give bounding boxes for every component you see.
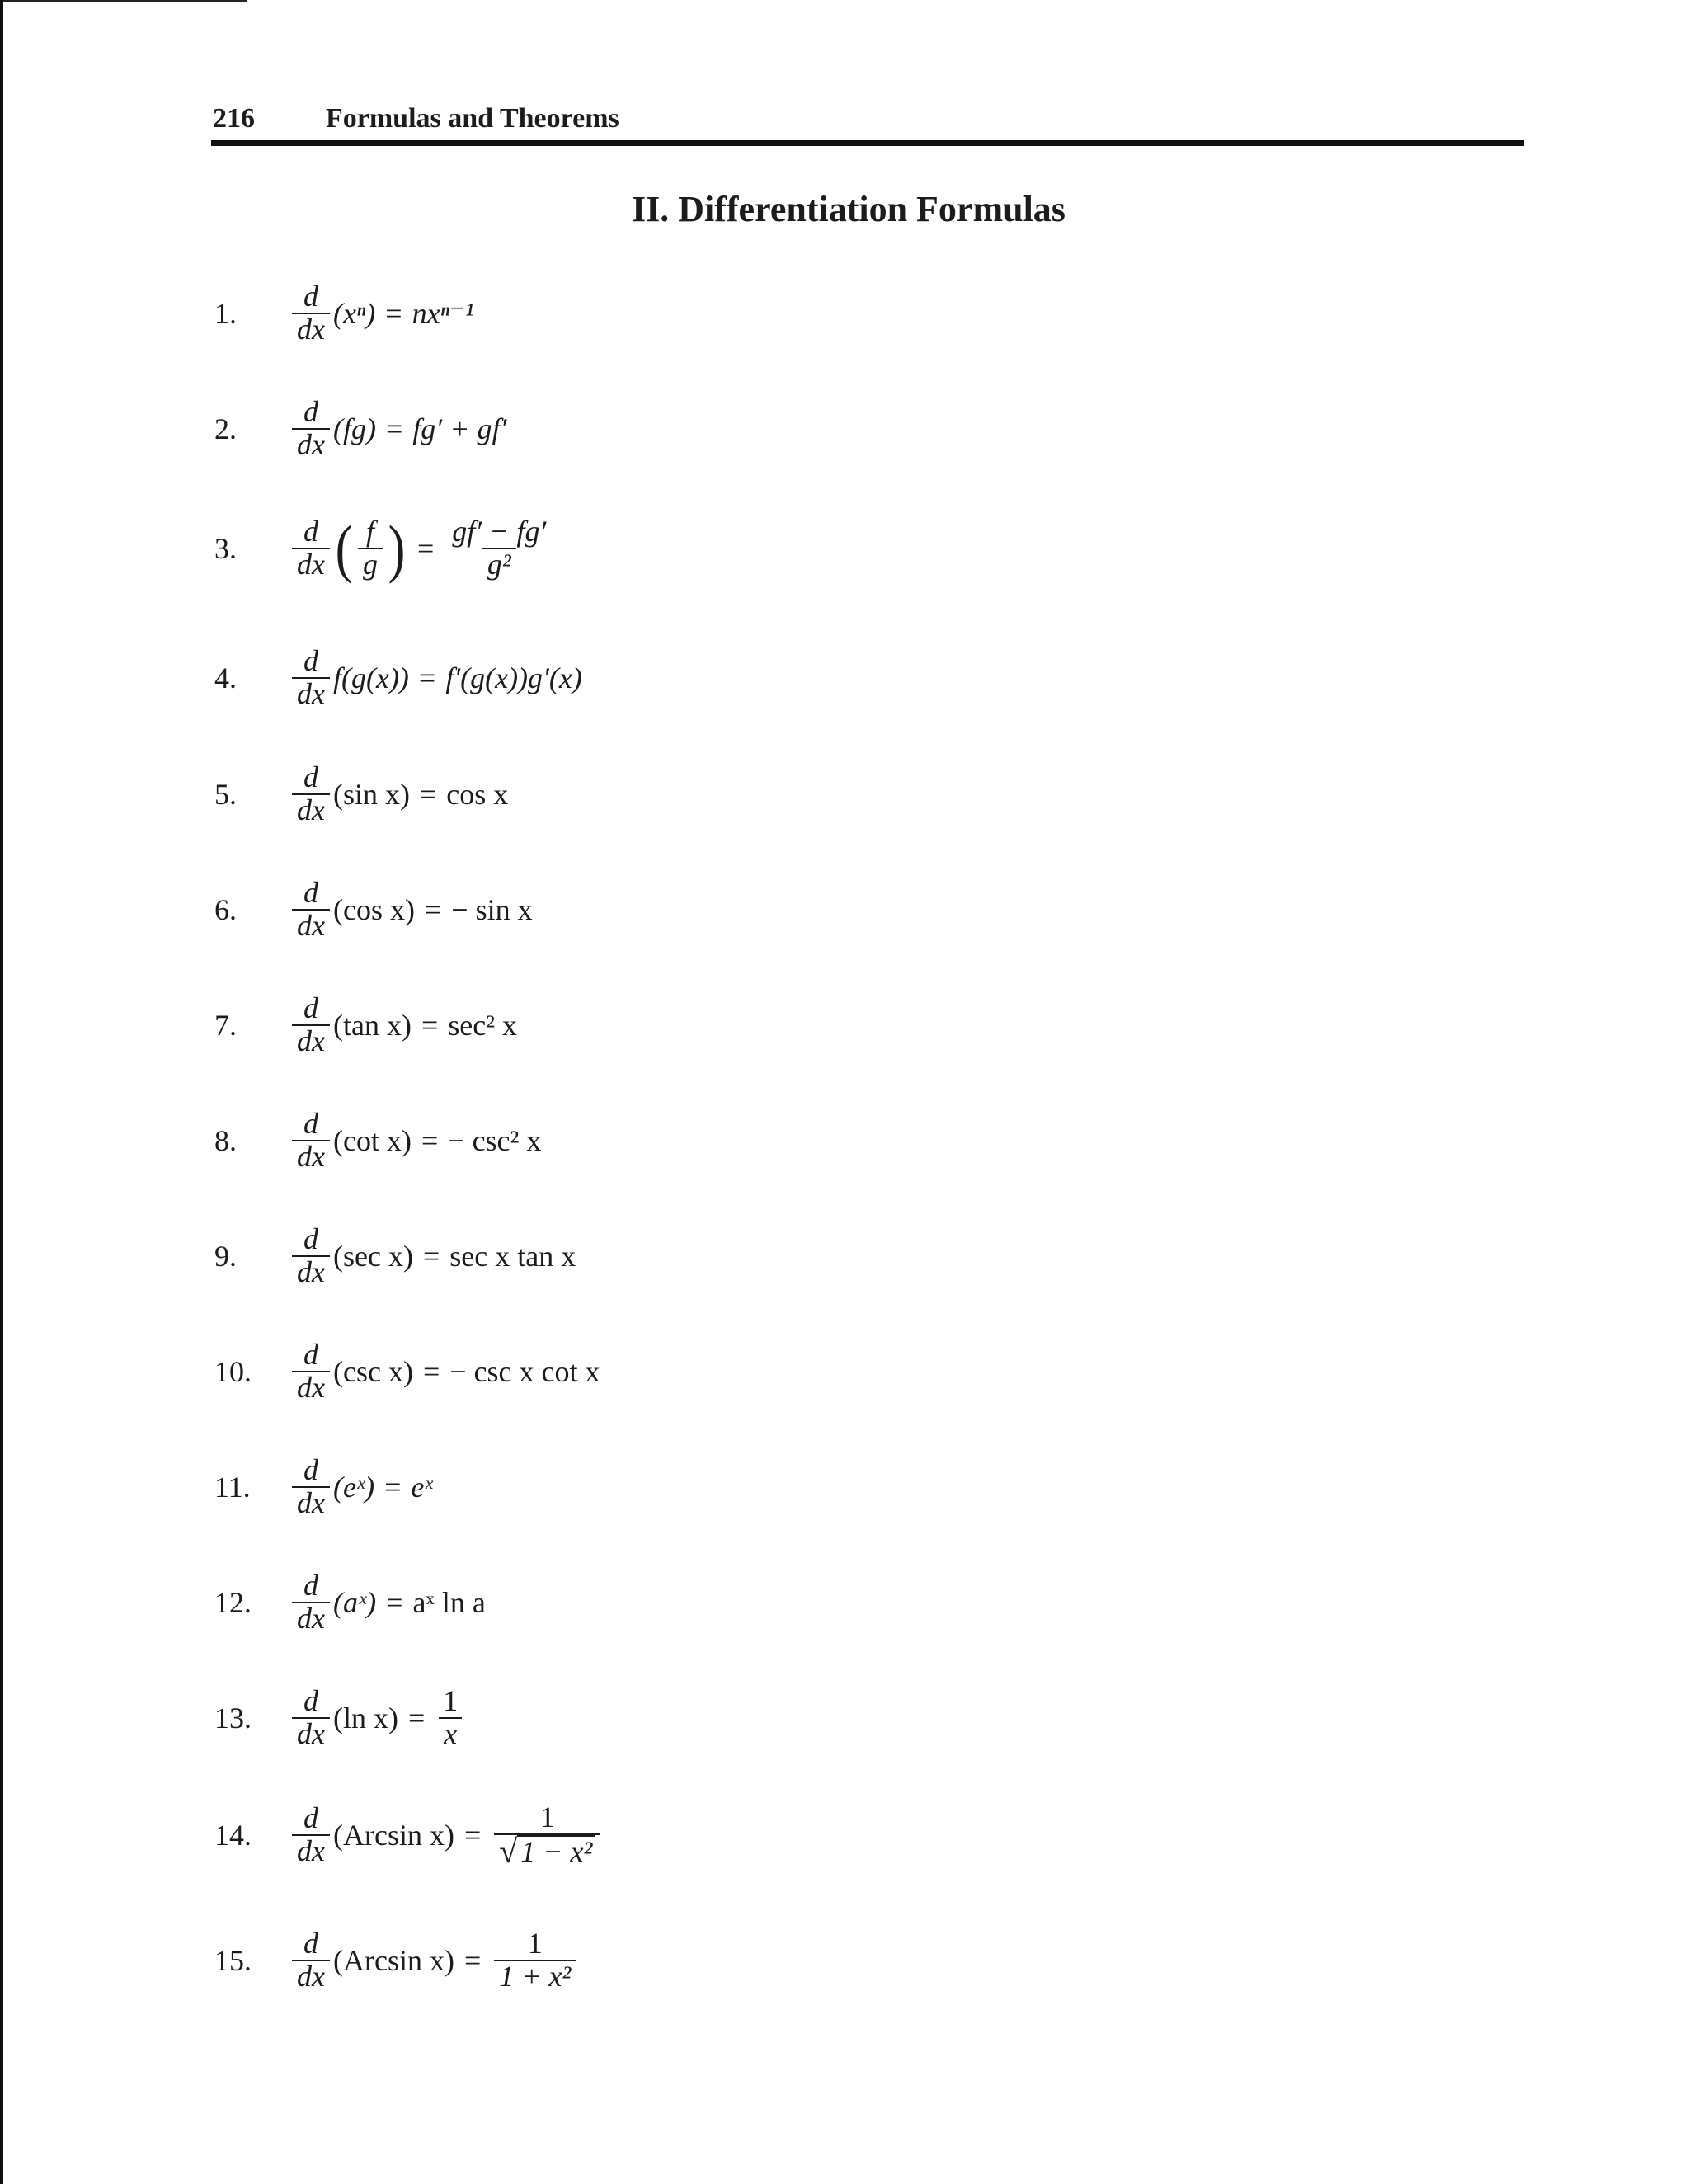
formula-number: 13. xyxy=(214,1702,252,1734)
derivative-denominator: dx xyxy=(292,1486,330,1519)
formula-argument: (Arcsin x) xyxy=(332,1819,454,1852)
derivative-operator xyxy=(292,993,330,1057)
derivative-denominator: dx xyxy=(292,1834,330,1867)
radicand: 1 − x² xyxy=(517,1835,595,1868)
formula-number: 6. xyxy=(214,893,237,926)
right-paren: ) xyxy=(388,512,406,584)
formula-result: − csc² x xyxy=(448,1124,542,1157)
derivative-operator xyxy=(292,1803,330,1867)
formula-number: 12. xyxy=(214,1586,252,1619)
derivative-operator xyxy=(292,516,330,581)
formula-item xyxy=(214,1433,433,1541)
formula-expression xyxy=(289,1108,541,1173)
formula-expression xyxy=(289,993,517,1057)
derivative-denominator: dx xyxy=(292,1602,330,1635)
quotient-fraction xyxy=(358,516,383,581)
equals-sign: = xyxy=(422,1240,440,1273)
formula-expression xyxy=(289,1570,486,1635)
derivative-numerator: d xyxy=(303,1107,318,1141)
formula-argument: (sec x) xyxy=(332,1240,413,1273)
formula-number: 1. xyxy=(214,297,237,330)
scan-edge-top xyxy=(0,0,247,2)
formula-expression xyxy=(289,397,506,461)
derivative-numerator: d xyxy=(303,515,318,548)
equals-sign: = xyxy=(385,412,403,445)
scan-edge-left xyxy=(0,0,3,2184)
derivative-numerator: d xyxy=(303,1927,318,1960)
formula-item xyxy=(214,375,506,482)
derivative-numerator: d xyxy=(303,1684,318,1718)
formula-expression xyxy=(289,762,508,826)
formula-expression xyxy=(289,1339,600,1404)
result-fraction xyxy=(494,1802,600,1869)
derivative-numerator: d xyxy=(303,644,318,678)
formula-number: 9. xyxy=(214,1240,237,1273)
formula-number: 5. xyxy=(214,778,237,811)
derivative-numerator: d xyxy=(303,395,318,429)
equals-sign: = xyxy=(463,1944,482,1977)
result-fraction xyxy=(438,1686,463,1750)
derivative-denominator: dx xyxy=(292,428,330,461)
derivative-numerator: d xyxy=(303,1338,318,1372)
formula-result: − csc x cot x xyxy=(449,1355,600,1388)
formula-result: aˣ ln a xyxy=(412,1586,486,1619)
formula-expression xyxy=(289,1686,466,1750)
derivative-operator xyxy=(292,397,330,461)
fraction-denominator xyxy=(494,1833,600,1869)
fraction-numerator: 1 xyxy=(539,1800,555,1833)
fraction-numerator: 1 xyxy=(527,1927,543,1960)
formula-result: cos x xyxy=(446,778,509,811)
result-fraction xyxy=(447,516,551,581)
formula-number: 10. xyxy=(214,1355,252,1388)
formula-argument: (csc x) xyxy=(332,1355,413,1388)
formula-argument: f(g(x)) xyxy=(332,661,409,694)
formula-argument: (fg) xyxy=(332,412,376,445)
formula-expression xyxy=(289,646,582,710)
derivative-numerator: d xyxy=(303,1569,318,1603)
formula-item xyxy=(214,1087,541,1194)
formula-item xyxy=(214,624,582,732)
formula-argument: (ln x) xyxy=(332,1702,398,1734)
equals-sign: = xyxy=(407,1702,426,1734)
equals-sign: = xyxy=(385,297,402,330)
derivative-denominator: dx xyxy=(292,548,330,581)
derivative-denominator: dx xyxy=(292,1717,330,1750)
formula-argument: (eˣ) xyxy=(332,1471,375,1504)
derivative-numerator: d xyxy=(303,280,318,313)
formula-result: f′(g(x))g′(x) xyxy=(445,661,582,694)
derivative-denominator: dx xyxy=(292,1024,330,1057)
equals-sign: = xyxy=(421,1124,439,1157)
fraction-denominator: 1 + x² xyxy=(494,1960,576,1993)
formula-item xyxy=(214,972,517,1079)
equals-sign: = xyxy=(418,661,436,694)
derivative-operator xyxy=(292,1686,330,1750)
formula-result: fg′ + gf′ xyxy=(412,412,507,445)
equals-sign: = xyxy=(422,1355,440,1388)
formula-expression xyxy=(289,1802,604,1869)
equals-sign: = xyxy=(416,532,435,565)
formula-item xyxy=(214,856,533,963)
derivative-numerator: d xyxy=(303,876,318,910)
formula-expression xyxy=(289,1224,576,1288)
derivative-operator xyxy=(292,646,330,710)
formula-number: 11. xyxy=(214,1471,251,1504)
derivative-numerator: d xyxy=(303,1801,318,1835)
derivative-operator xyxy=(292,1928,330,1993)
derivative-denominator: dx xyxy=(292,1255,330,1288)
formula-item xyxy=(214,1203,576,1310)
running-head: Formulas and Theorems xyxy=(326,103,619,134)
page-number: 216 xyxy=(213,103,255,134)
derivative-numerator: d xyxy=(303,1222,318,1256)
formula-item xyxy=(214,1549,486,1656)
derivative-operator xyxy=(292,1570,330,1635)
derivative-denominator: dx xyxy=(292,1960,330,1993)
formula-item xyxy=(214,1318,600,1425)
formula-number: 7. xyxy=(214,1009,237,1042)
formula-argument: (sin x) xyxy=(332,778,410,811)
formula-expression xyxy=(289,1928,579,1993)
derivative-denominator: dx xyxy=(292,677,330,710)
formula-argument: (aˣ) xyxy=(332,1586,377,1619)
formula-argument: (cot x) xyxy=(332,1124,412,1157)
formula-result: sec x tan x xyxy=(449,1240,576,1273)
derivative-operator xyxy=(292,1224,330,1288)
derivative-operator xyxy=(292,878,330,942)
derivative-operator xyxy=(292,281,330,346)
equals-sign: = xyxy=(386,1586,403,1619)
fraction-numerator: f xyxy=(365,515,374,548)
fraction-denominator: g² xyxy=(482,548,516,581)
formula-item xyxy=(214,1664,466,1772)
derivative-denominator: dx xyxy=(292,313,330,346)
formula-expression xyxy=(289,512,554,584)
fraction-denominator: g xyxy=(358,548,383,581)
formula-item xyxy=(214,495,554,602)
formula-item xyxy=(214,1907,579,2014)
header-rule xyxy=(211,140,1524,146)
formula-number: 15. xyxy=(214,1944,252,1977)
formula-expression xyxy=(289,878,533,942)
formula-argument: (tan x) xyxy=(332,1009,412,1042)
formula-expression xyxy=(289,281,474,346)
result-fraction xyxy=(494,1928,576,1993)
formula-result: eˣ xyxy=(411,1471,433,1504)
derivative-denominator: dx xyxy=(292,909,330,942)
equals-sign: = xyxy=(424,893,442,926)
fraction-numerator: gf′ − fg′ xyxy=(452,515,547,548)
formula-item xyxy=(214,1782,604,1889)
derivative-operator xyxy=(292,1339,330,1404)
derivative-numerator: d xyxy=(303,991,318,1025)
left-paren: ( xyxy=(335,512,353,584)
derivative-operator xyxy=(292,1108,330,1173)
formula-number: 2. xyxy=(214,412,237,445)
equals-sign: = xyxy=(421,1009,439,1042)
formula-argument: (cos x) xyxy=(332,893,415,926)
formula-argument: (xⁿ) xyxy=(332,297,376,330)
derivative-denominator: dx xyxy=(292,793,330,826)
formula-expression xyxy=(289,1455,433,1519)
fraction-denominator: x xyxy=(439,1717,462,1750)
formula-item xyxy=(214,260,474,367)
radical-sign: √ xyxy=(499,1832,518,1870)
formula-number: 14. xyxy=(214,1819,252,1852)
equals-sign: = xyxy=(419,778,437,811)
derivative-numerator: d xyxy=(303,1453,318,1487)
derivative-operator xyxy=(292,762,330,826)
equals-sign: = xyxy=(384,1471,402,1504)
section-title: II. Differentiation Formulas xyxy=(632,189,1066,229)
formula-result: sec² x xyxy=(448,1009,518,1042)
fraction-numerator: 1 xyxy=(443,1684,459,1718)
derivative-numerator: d xyxy=(303,760,318,794)
formula-item xyxy=(214,741,508,848)
equals-sign: = xyxy=(463,1819,482,1852)
formula-result: nxⁿ⁻¹ xyxy=(412,297,474,330)
formula-result: − sin x xyxy=(451,893,533,926)
formula-number: 8. xyxy=(214,1124,237,1157)
formula-argument: (Arcsin x) xyxy=(332,1944,454,1977)
derivative-operator xyxy=(292,1455,330,1519)
square-root xyxy=(499,1832,595,1870)
formula-number: 3. xyxy=(214,532,237,565)
derivative-denominator: dx xyxy=(292,1371,330,1404)
derivative-denominator: dx xyxy=(292,1140,330,1173)
formula-number: 4. xyxy=(214,661,237,694)
